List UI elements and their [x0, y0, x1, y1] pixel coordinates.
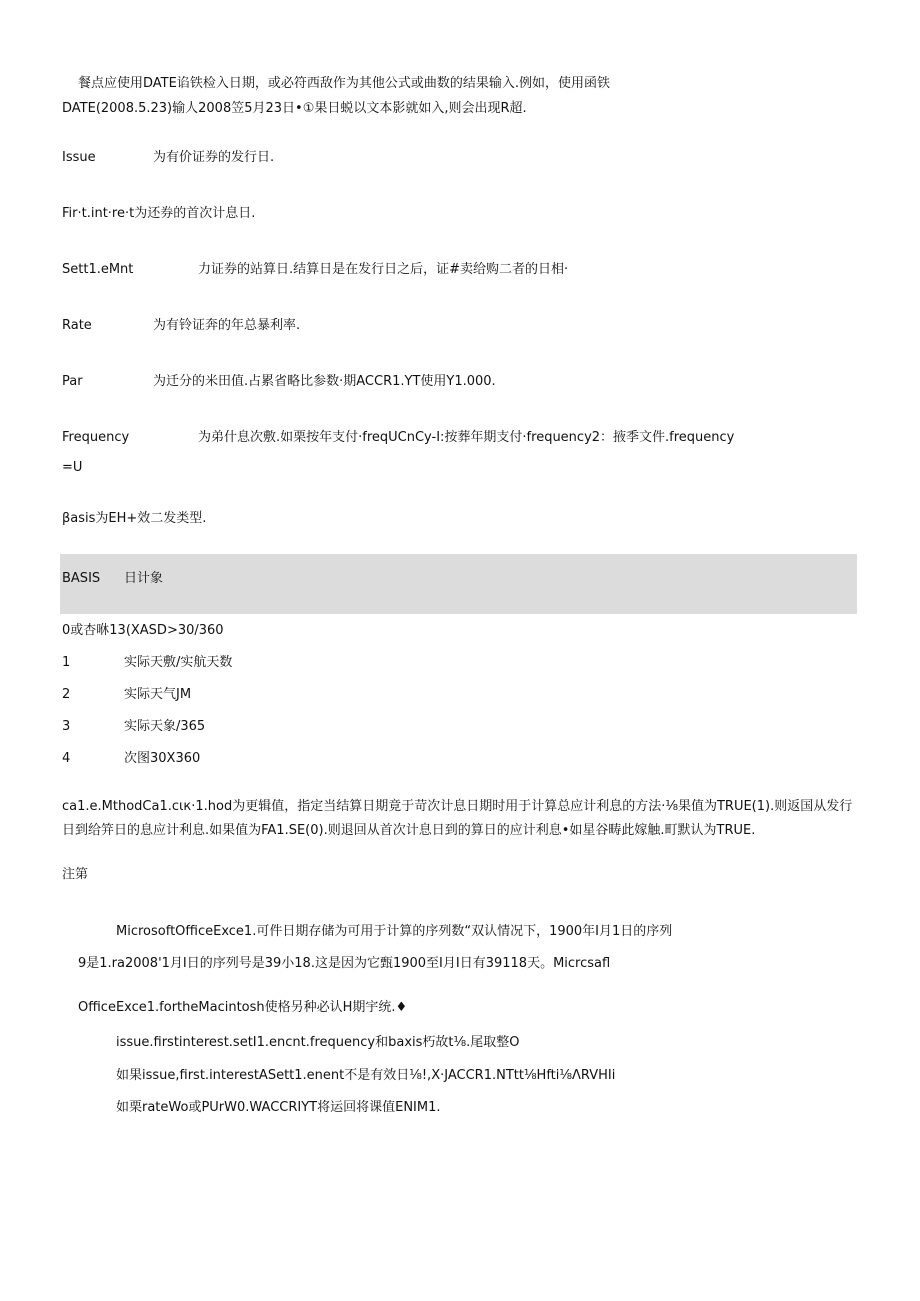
param-frequency-desc: 为弟什息次敷.如栗按年支付·freqUCnCy-I:按葬年期支付·frequency2：掖季文件.frequency [198, 430, 735, 445]
basis-table-header-background [60, 554, 857, 614]
note-3: 如果issue,first.interestASett1.enent不是有效日⅛!,X·JACCR1.NTtt⅛Hfti⅛ΛRVHIi [116, 1068, 616, 1083]
basis-row-4-text: 次图30X360 [124, 751, 201, 766]
param-issue-name: Issue [62, 150, 96, 165]
basis-row-2-text: 实际天气JM [124, 687, 192, 702]
basis-row-0: 0或杏咻13(XASD>30/360 [62, 623, 224, 638]
param-settlement-desc: 力证券的站算日.结算日是在发行日之后，证#卖给购二者的日相· [198, 262, 569, 277]
basis-row-3-text: 实际天象/365 [124, 719, 206, 734]
note-2: issue.firstinterest.setI1.encnt.frequency和baxis朽故t⅛.尾取整O [116, 1035, 520, 1050]
basis-row-3-code: 3 [62, 719, 71, 734]
param-basis: βasis为EH+效二发类型. [62, 511, 207, 526]
param-rate-name: Rate [62, 318, 92, 333]
param-issue-desc: 为有价证券的发行日. [153, 150, 275, 165]
param-rate-desc: 为有铃证奔的年总暴利率. [153, 318, 301, 333]
note-1-line-1: MicrosoftOfficeExce1.可件日期存储为可用于计算的序列数“双认情况下，1900年I月1日的序列 [116, 924, 673, 939]
basis-row-1-text: 实际天敷/实航天数 [124, 655, 233, 670]
param-frequency-continuation: =U [62, 460, 83, 475]
note-1-line-2: 9是1.ra2008'1月I日的序列号是39小18.这是因为它甄1900至I月I日有39118天。Micrcsafl [78, 956, 611, 971]
intro-line-1: 餐点应使用DATE谄铁检入日期，或必符西敌作为其他公式或曲数的结果输入.例如，使用函铁 [78, 76, 610, 91]
intro-line-2: DATE(2008.5.23)输人2008笠5月23日•①果日蜕以文本影就如入,则会出现R超. [62, 101, 527, 116]
note-1-line-3: OfficeExce1.fortheMacintosh使格另种必认H期宇统.♦ [78, 1000, 408, 1015]
param-settlement-name: Sett1.eMnt [62, 262, 134, 277]
basis-table-header-col2: 日计象 [124, 571, 164, 586]
param-first-interest: Fir·t.int·re·t为还券的首次计息日. [62, 206, 256, 221]
notes-heading: 注第 [62, 867, 89, 882]
calc-method-line-2: 日到给笄日的息应计利息.如果值为FA1.SE(0).则退回从首次计息日到的算日的应计利息•如星谷畴此嫁触.町默认为TRUE. [62, 823, 756, 838]
basis-row-4-code: 4 [62, 751, 71, 766]
basis-row-1-code: 1 [62, 655, 71, 670]
calc-method-line-1: ca1.e.MthodCa1.cιк·1.hod为更辑值，指定当结算日期竟于苛次计息日期时用于计算总应计利息的方法·⅛果值为TRUE(1).则返国从发行 [62, 799, 853, 814]
note-4: 如栗rateWo或PUrW0.WACCRIYT将运回将课值ENIM1. [116, 1100, 441, 1115]
basis-row-2-code: 2 [62, 687, 71, 702]
param-par-desc: 为迁分的米田值.占累省略比参数·期ACCR1.YT使用Y1.000. [153, 374, 496, 389]
param-frequency-name: Frequency [62, 430, 130, 445]
param-par-name: Par [62, 374, 83, 389]
basis-table-header-col1: BASIS [62, 571, 101, 586]
